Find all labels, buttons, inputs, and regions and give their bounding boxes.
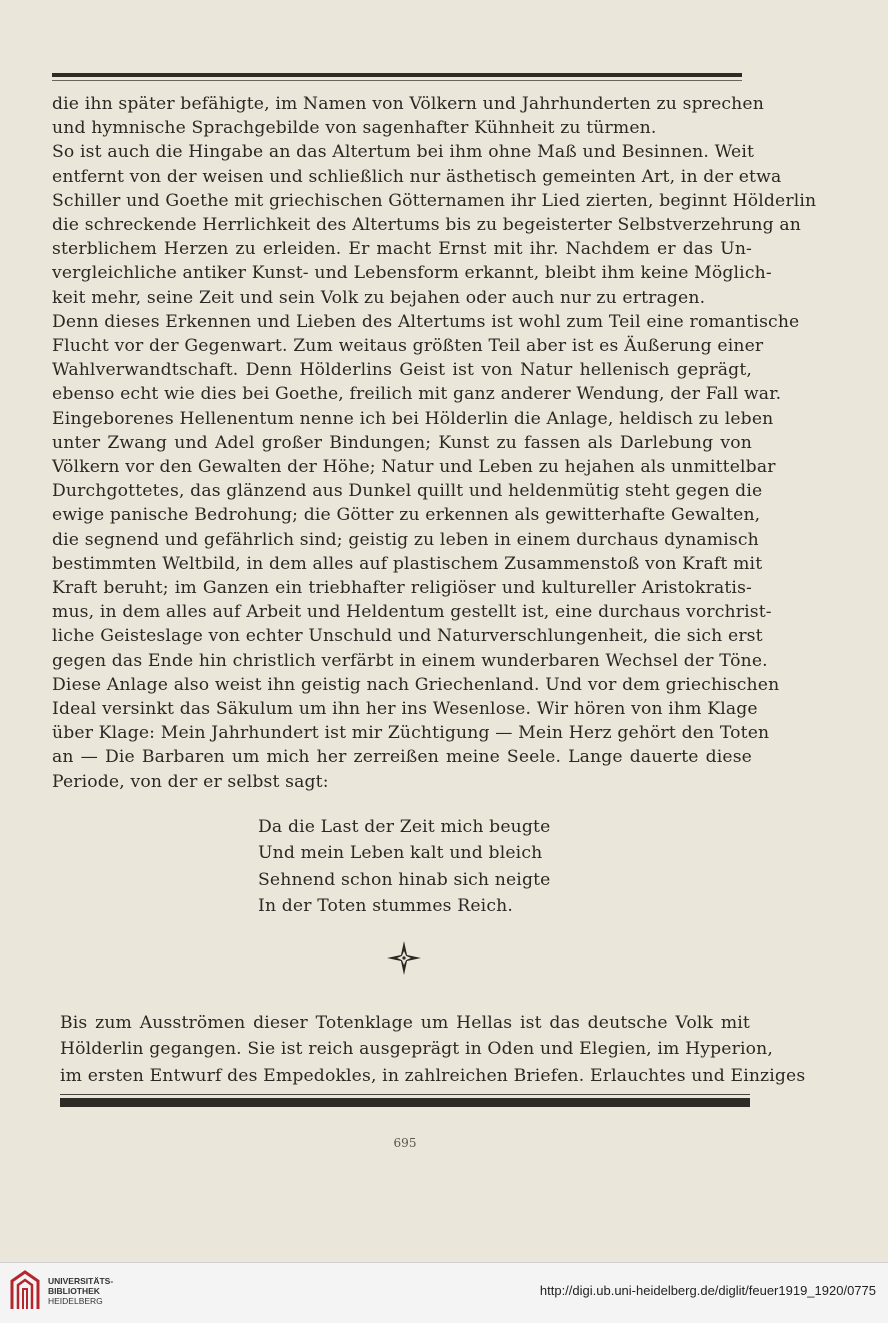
text-line: Schiller und Goethe mit griechischen Götternamen ihr Lied zierten, beginnt Hölderlin — [52, 190, 817, 211]
text-line: Denn dieses Erkennen und Lieben des Altertums ist wohl zum Teil eine romantische — [52, 311, 800, 332]
text-line: Hölderlin gegangen. Sie ist reich ausgeprägt in Oden und Elegien, im Hyperion, — [60, 1039, 773, 1060]
text-line: Wahlverwandtschaft. Denn Hölderlins Geist ist von Natur hellenisch geprägt, — [52, 360, 752, 381]
text-line: keit mehr, seine Zeit und sein Volk zu bejahen oder auch nur zu ertragen. — [52, 287, 706, 308]
text-line: Periode, von der er selbst sagt: — [52, 771, 329, 792]
paragraph — [52, 92, 764, 140]
text-line: sterblichem Herzen zu erleiden. Er macht Ernst mit ihr. Nachdem er das Un- — [52, 239, 752, 260]
text-line: So ist auch die Hingabe an das Altertum bei ihm ohne Maß und Besinnen. Weit — [52, 142, 755, 163]
library-name-line: UNIVERSITÄTS- — [48, 1276, 114, 1286]
library-footer — [0, 1262, 888, 1323]
ornament-star-icon — [386, 940, 422, 976]
text-line: Völkern vor den Gewalten der Höhe; Natur und Leben zu hejahen als unmittelbar — [52, 457, 776, 478]
text-line: vergleichliche antiker Kunst- und Lebensform erkannt, bleibt ihm keine Möglich- — [52, 263, 772, 284]
verse-line: Sehnend schon hinab sich neigte — [258, 869, 551, 890]
text-line: über Klage: Mein Jahrhundert ist mir Züchtigung — Mein Herz gehört den Toten — [52, 723, 770, 744]
top-rule — [52, 73, 742, 77]
library-logo-icon[interactable] — [8, 1269, 42, 1313]
text-line: Ideal versinkt das Säkulum um ihn her ins Wesenlose. Wir hören von ihm Klage — [52, 699, 758, 720]
text-line: mus, in dem alles auf Arbeit und Heldentum gestellt ist, eine durchaus vorchrist- — [52, 602, 772, 623]
library-name-line: BIBLIOTHEK — [48, 1286, 100, 1296]
paragraph — [52, 310, 800, 673]
text-line: Eingeborenes Hellenentum nenne ich bei Hölderlin die Anlage, heldisch zu leben — [52, 408, 774, 429]
verse-block — [258, 814, 550, 920]
text-line: Kraft beruht; im Ganzen ein triebhafter religiöser und kultureller Aristokratis- — [52, 578, 752, 599]
text-line: Flucht vor der Gegenwart. Zum weitaus größten Teil aber ist es Äußerung einer — [52, 336, 764, 357]
text-line: ewige panische Bedrohung; die Götter zu erkennen als gewitterhafte Gewalten, — [52, 505, 761, 526]
text-line: liche Geisteslage von echter Unschuld und Naturverschlungenheit, die sich erst — [52, 626, 763, 647]
text-line: unter Zwang und Adel großer Bindungen; Kunst zu fassen als Darlebung von — [52, 432, 752, 453]
paragraph — [52, 140, 817, 309]
text-line: Bis zum Ausströmen dieser Totenklage um Hellas ist das deutsche Volk mit — [60, 1013, 750, 1033]
permalink-url[interactable]: http://digi.ub.uni-heidelberg.de/diglit/feuer1919_1920/0775 — [539, 1283, 876, 1298]
bottom-rule — [60, 1094, 750, 1107]
text-line: Durchgottetes, das glänzend aus Dunkel quillt und heldenmütig steht gegen die — [52, 481, 763, 502]
body-text — [52, 92, 817, 794]
paragraph — [52, 673, 780, 794]
library-name-line: HEIDELBERG — [48, 1296, 103, 1306]
text-line: die segnend und gefährlich sind; geistig zu leben in einem durchaus dynamisch — [52, 529, 759, 550]
text-line: im ersten Entwurf des Empedokles, in zahlreichen Briefen. Erlauchtes und Einziges — [60, 1065, 806, 1086]
verse-line: Und mein Leben kalt und bleich — [258, 843, 543, 864]
text-line: Diese Anlage also weist ihn geistig nach Griechenland. Und vor dem griechischen — [52, 674, 780, 695]
text-line: entfernt von der weisen und schließlich nur ästhetisch gemeinten Art, in der etwa — [52, 166, 782, 187]
text-line: an — Die Barbaren um mich her zerreißen meine Seele. Lange dauerte diese — [52, 747, 752, 768]
text-line: ebenso echt wie dies bei Goethe, freilich mit ganz anderer Wendung, der Fall war. — [52, 384, 782, 405]
closing-paragraph — [60, 1010, 806, 1089]
library-name[interactable] — [48, 1276, 113, 1306]
text-line: die ihn später befähigte, im Namen von Völkern und Jahrhunderten zu sprechen — [52, 94, 764, 114]
text-line: gegen das Ende hin christlich verfärbt in einem wunderbaren Wechsel der Töne. — [52, 650, 768, 671]
text-line: und hymnische Sprachgebilde von sagenhafter Kühnheit zu türmen. — [52, 118, 657, 139]
verse-line: Da die Last der Zeit mich beugte — [258, 817, 551, 837]
page-number: 695 — [393, 1136, 417, 1150]
verse-line: In der Toten stummes Reich. — [258, 896, 513, 917]
text-line: bestimmten Weltbild, in dem alles auf plastischem Zusammenstoß von Kraft mit — [52, 553, 763, 574]
text-line: die schreckende Herrlichkeit des Altertums bis zu begeisterter Selbstverzehrung an — [52, 215, 802, 236]
